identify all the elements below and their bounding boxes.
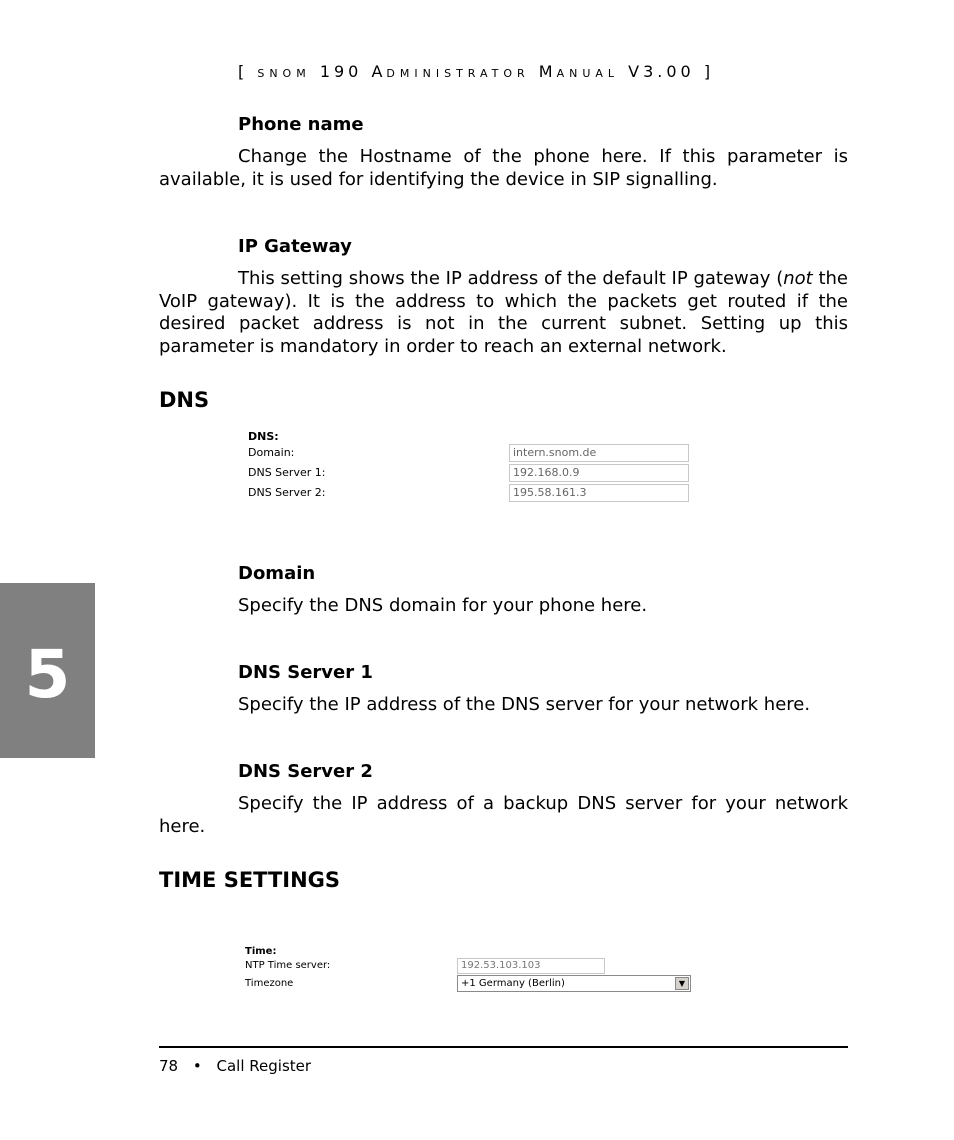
dns-server-2-input[interactable]: 195.58.161.3 <box>509 484 689 502</box>
chapter-number: 5 <box>24 636 71 713</box>
dns-server-2-heading: DNS Server 2 <box>238 761 373 782</box>
footer-rule <box>159 1046 848 1048</box>
header-version: V3.00 <box>628 62 695 81</box>
footer-section-title: Call Register <box>216 1057 312 1075</box>
header-word-snom-first: S <box>257 67 270 80</box>
dns-section-heading: DNS <box>159 388 210 412</box>
header-bracket-open: [ <box>238 62 249 81</box>
time-settings-heading: TIME SETTINGS <box>159 868 341 892</box>
ntp-server-label: NTP Time server: <box>245 960 331 971</box>
domain-paragraph: Specify the DNS domain for your phone here. <box>238 595 648 616</box>
time-form-heading: Time: <box>245 946 277 957</box>
header-word-manual-rest: ANUAL <box>556 67 620 80</box>
dns-server-2-paragraph: Specify the IP address of a backup DNS server for your network here. <box>159 793 848 837</box>
domain-input[interactable]: intern.snom.de <box>509 444 689 462</box>
ip-gateway-paragraph <box>159 268 848 358</box>
domain-label: Domain: <box>248 446 295 459</box>
dns-server-1-heading: DNS Server 1 <box>238 662 373 683</box>
ip-gateway-text-1: This setting shows the IP address of the default IP gateway ( <box>238 268 784 289</box>
dns-server-1-paragraph: Specify the IP address of the DNS server for your network here. <box>238 694 811 715</box>
dns-form-heading: DNS: <box>248 430 279 443</box>
chapter-tab <box>0 583 95 758</box>
dns-server-1-label: DNS Server 1: <box>248 466 326 479</box>
ip-gateway-heading: IP Gateway <box>238 236 352 257</box>
dropdown-arrow-icon[interactable]: ▼ <box>675 977 689 990</box>
dns-settings-form <box>246 428 696 508</box>
ntp-server-input[interactable]: 192.53.103.103 <box>457 958 605 974</box>
dns-server-1-input[interactable]: 192.168.0.9 <box>509 464 689 482</box>
dns-server-2-label: DNS Server 2: <box>248 486 326 499</box>
running-header <box>238 62 714 81</box>
phone-name-paragraph: Change the Hostname of the phone here. If this parameter is available, it is used for identifying the device in SIP signalling. <box>159 146 848 190</box>
header-model: 190 <box>319 62 363 81</box>
timezone-selected-value: +1 Germany (Berlin) <box>461 978 565 989</box>
footer-bullet: • <box>192 1057 202 1075</box>
timezone-label: Timezone <box>245 978 294 989</box>
page-footer <box>159 1057 311 1075</box>
phone-name-heading: Phone name <box>238 114 364 135</box>
timezone-select[interactable] <box>457 975 691 992</box>
header-word-administrator-first: A <box>371 62 387 81</box>
header-word-snom-rest: NOM <box>269 67 311 80</box>
header-bracket-close: ] <box>703 62 715 81</box>
header-word-administrator-rest: DMINISTRATOR <box>386 67 530 80</box>
ip-gateway-emphasis: not <box>783 268 813 289</box>
ip-gateway-text-2: the VoIP gateway). It is the address to which the packets get routed if the desired packet address is not in the current subnet. Setting up this parameter is mandatory in order to reach an external network. <box>159 268 848 357</box>
page-number: 78 <box>159 1057 179 1075</box>
domain-heading: Domain <box>238 563 316 584</box>
time-settings-form <box>244 944 704 996</box>
header-word-manual-first: M <box>538 62 557 81</box>
